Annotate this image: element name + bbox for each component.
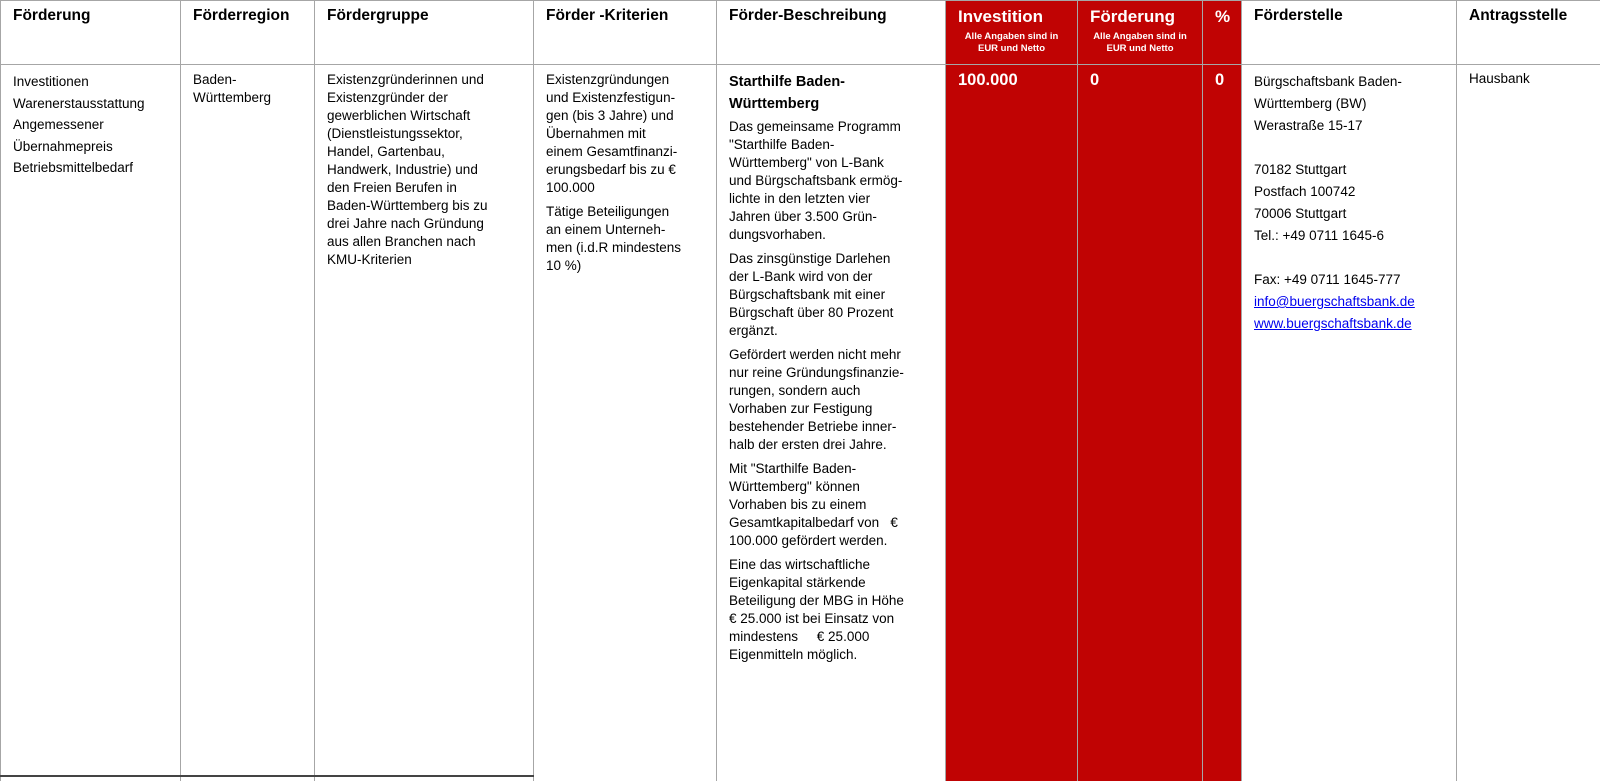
col-header-foerderung-betrag [1078, 1, 1203, 65]
beschreibung-paragraph-3: Gefördert werden nicht mehr nur reine Gründungsfinanzie- rungen, sondern auch Vorhaben zur Festigung bestehender Betriebe inner- halb der ersten drei Jahre. [729, 347, 904, 452]
cell-antragsstelle [1457, 65, 1600, 781]
col-header-foerder-beschreibung: Förder-Beschreibung [717, 1, 946, 65]
col-header-foerderstelle: Förderstelle [1242, 1, 1457, 65]
col-header-percent [1203, 1, 1242, 65]
cell-foerder-kriterien [534, 65, 717, 781]
antragsstelle-text: Hausbank [1469, 71, 1530, 86]
cell-foerderstelle [1242, 65, 1457, 781]
region-text: Baden- Württemberg [193, 72, 272, 105]
foerderung-header-label: Förderung [1090, 7, 1175, 26]
beschreibung-paragraph-4: Mit "Starthilfe Baden- Württemberg" können Vorhaben bis zu einem Gesamtkapitalbedarf von € 100.000 gefördert werden. [729, 461, 898, 548]
investition-header-subtitle: Alle Angaben sind in EUR und Netto [964, 31, 1059, 54]
foerderung-header-subtitle: Alle Angaben sind in EUR und Netto [1093, 31, 1187, 54]
header-row [1, 1, 1600, 65]
col-header-foerder-kriterien: Förder -Kriterien [534, 1, 717, 65]
cell-foerderung-value: 0 [1078, 65, 1203, 781]
col-header-foerderregion: Förderregion [181, 1, 315, 65]
cell-foerdergruppe [315, 65, 534, 781]
foerderung-list: Investitionen Warenerstausstattung Angemessener Übernahmepreis Betriebsmittelbedarf [13, 74, 145, 175]
percent-header-label: % [1215, 7, 1231, 26]
foerderstelle-address: Bürgschaftsbank Baden- Württemberg (BW) Werastraße 15-17 70182 Stuttgart Postfach 100742 70006 Stuttgart Tel.: +49 0711 1645-6 Fax: +49 0711 1645-777 [1254, 74, 1402, 287]
investition-header-label: Investition [958, 7, 1044, 26]
data-row [1, 65, 1600, 781]
col-header-foerderung: Förderung [1, 1, 181, 65]
col-header-antragsstelle: Antragsstelle [1457, 1, 1600, 65]
cell-foerderregion [181, 65, 315, 781]
cell-foerderung [1, 65, 181, 781]
kriterien-paragraph-1: Existenzgründungen und Existenzfestigun- gen (bis 3 Jahre) und Übernahmen mit einem Gesamtfinanzi- erungsbedarf bis zu € 100.000 [546, 72, 678, 195]
cell-foerder-beschreibung [717, 65, 946, 781]
programm-title: Starthilfe Baden- Württemberg [729, 74, 846, 112]
kriterien-paragraph-2: Tätige Beteiligungen an einem Unterneh- men (i.d.R mindestens 10 %) [546, 204, 682, 273]
email-link[interactable]: info@buergschaftsbank.de [1254, 294, 1415, 309]
cell-percent-value: 0 [1203, 65, 1242, 781]
table-bottom-divider [0, 775, 534, 777]
beschreibung-paragraph-5: Eine das wirtschaftliche Eigenkapital stärkende Beteiligung der MBG in Höhe € 25.000 ist bei Einsatz von mindestens € 25.000 Eigenmitteln möglich. [729, 557, 904, 662]
website-link[interactable]: www.buergschaftsbank.de [1254, 316, 1412, 331]
gruppe-text: Existenzgründerinnen und Existenzgründer der gewerblichen Wirtschaft (Dienstleistungssektor, Handel, Gartenbau, Handwerk, Industrie) und den Freien Berufen in Baden-Württemberg bis zu drei Jahre nach Gründung aus allen Branchen nach KMU-Kriterien [327, 72, 488, 267]
col-header-investition [946, 1, 1078, 65]
website-line [1254, 313, 1444, 335]
beschreibung-paragraph-2: Das zinsgünstige Darlehen der L-Bank wird von der Bürgschaftsbank mit einer Bürgschaft über 80 Prozent ergänzt. [729, 251, 894, 338]
email-line [1254, 291, 1444, 313]
col-header-foerdergruppe: Fördergruppe [315, 1, 534, 65]
cell-investition-value: 100.000 [946, 65, 1078, 781]
beschreibung-paragraph-1: Das gemeinsame Programm "Starthilfe Baden- Württemberg" von L-Bank und Bürgschaftsbank ermög- lichte in den letzten vier Jahren über 3.500 Grün- dungsvorhaben. [729, 119, 903, 242]
